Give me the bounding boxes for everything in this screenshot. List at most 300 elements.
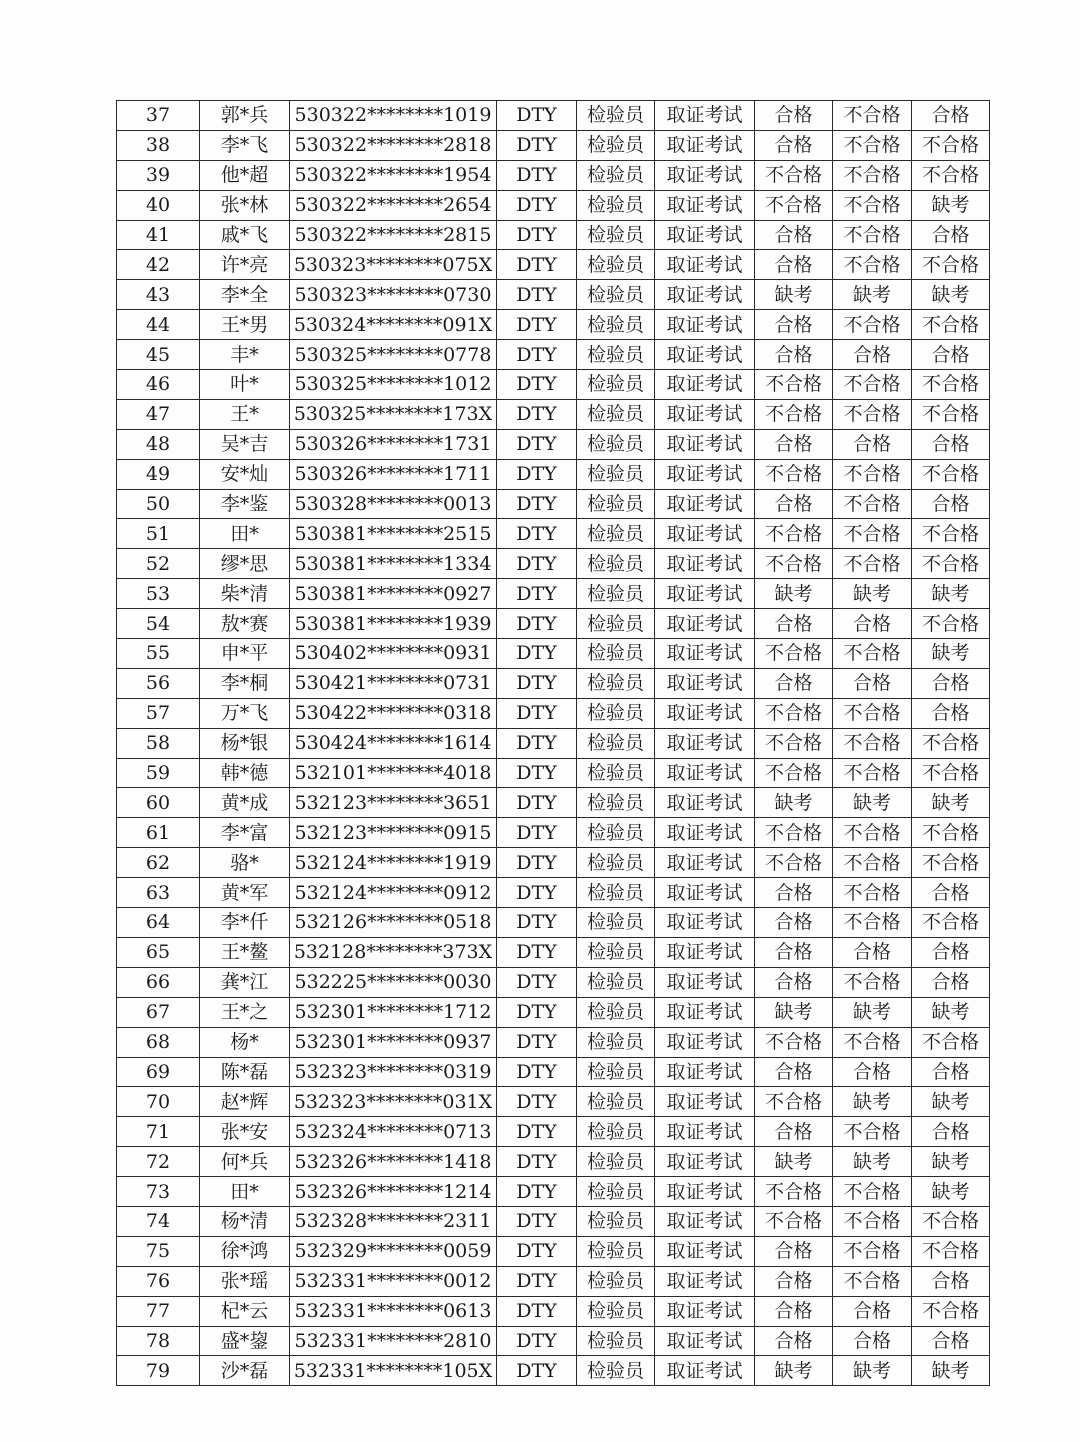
cell-name: 龚*江 xyxy=(200,967,290,997)
cell-exam-type: 取证考试 xyxy=(655,429,755,459)
cell-role: 检验员 xyxy=(577,848,655,878)
table-row xyxy=(117,429,990,459)
cell-category: DTY xyxy=(497,1147,577,1177)
table-row xyxy=(117,130,990,160)
cell-exam-type: 取证考试 xyxy=(655,101,755,131)
cell-result-3: 不合格 xyxy=(912,1236,990,1266)
cell-result-1: 合格 xyxy=(755,220,833,250)
cell-number: 76 xyxy=(117,1266,200,1296)
table-row xyxy=(117,668,990,698)
cell-name: 郭*兵 xyxy=(200,101,290,131)
cell-result-1: 合格 xyxy=(755,1296,833,1326)
cell-id-number: 532126********0518 xyxy=(290,908,497,938)
cell-result-1: 合格 xyxy=(755,101,833,131)
table-row xyxy=(117,848,990,878)
cell-exam-type: 取证考试 xyxy=(655,370,755,400)
cell-exam-type: 取证考试 xyxy=(655,130,755,160)
cell-result-1: 不合格 xyxy=(755,728,833,758)
cell-name: 陈*磊 xyxy=(200,1057,290,1087)
cell-id-number: 530381********1939 xyxy=(290,609,497,639)
cell-number: 47 xyxy=(117,399,200,429)
cell-exam-type: 取证考试 xyxy=(655,549,755,579)
cell-id-number: 532324********0713 xyxy=(290,1117,497,1147)
cell-result-2: 不合格 xyxy=(833,399,912,429)
cell-number: 55 xyxy=(117,639,200,669)
cell-id-number: 530325********1012 xyxy=(290,370,497,400)
cell-category: DTY xyxy=(497,1356,577,1386)
cell-result-1: 合格 xyxy=(755,908,833,938)
cell-role: 检验员 xyxy=(577,967,655,997)
table-row xyxy=(117,1027,990,1057)
cell-name: 韩*德 xyxy=(200,758,290,788)
cell-exam-type: 取证考试 xyxy=(655,1177,755,1207)
table-row xyxy=(117,220,990,250)
cell-exam-type: 取证考试 xyxy=(655,160,755,190)
cell-name: 王*鳌 xyxy=(200,937,290,967)
cell-result-2: 合格 xyxy=(833,429,912,459)
cell-id-number: 530328********0013 xyxy=(290,489,497,519)
cell-id-number: 530323********075X xyxy=(290,250,497,280)
cell-id-number: 532326********1418 xyxy=(290,1147,497,1177)
cell-result-3: 合格 xyxy=(912,1326,990,1356)
cell-role: 检验员 xyxy=(577,609,655,639)
table-row xyxy=(117,370,990,400)
cell-exam-type: 取证考试 xyxy=(655,1087,755,1117)
cell-id-number: 530381********0927 xyxy=(290,579,497,609)
cell-exam-type: 取证考试 xyxy=(655,1356,755,1386)
cell-result-1: 合格 xyxy=(755,967,833,997)
cell-role: 检验员 xyxy=(577,698,655,728)
cell-result-3: 合格 xyxy=(912,967,990,997)
cell-exam-type: 取证考试 xyxy=(655,668,755,698)
cell-result-3: 合格 xyxy=(912,101,990,131)
cell-id-number: 532123********3651 xyxy=(290,788,497,818)
cell-result-1: 合格 xyxy=(755,878,833,908)
cell-result-1: 缺考 xyxy=(755,1356,833,1386)
cell-id-number: 532123********0915 xyxy=(290,818,497,848)
cell-category: DTY xyxy=(497,698,577,728)
cell-result-2: 不合格 xyxy=(833,698,912,728)
results-table-body xyxy=(117,101,990,1386)
cell-role: 检验员 xyxy=(577,908,655,938)
table-row xyxy=(117,399,990,429)
cell-role: 检验员 xyxy=(577,639,655,669)
table-row xyxy=(117,878,990,908)
cell-id-number: 530326********1731 xyxy=(290,429,497,459)
cell-category: DTY xyxy=(497,1296,577,1326)
cell-result-3: 不合格 xyxy=(912,609,990,639)
cell-number: 43 xyxy=(117,280,200,310)
cell-number: 75 xyxy=(117,1236,200,1266)
cell-number: 53 xyxy=(117,579,200,609)
cell-result-2: 不合格 xyxy=(833,190,912,220)
cell-name: 李*飞 xyxy=(200,130,290,160)
table-row xyxy=(117,310,990,340)
cell-role: 检验员 xyxy=(577,1147,655,1177)
table-row xyxy=(117,160,990,190)
cell-result-1: 合格 xyxy=(755,250,833,280)
cell-result-1: 合格 xyxy=(755,1326,833,1356)
cell-result-2: 不合格 xyxy=(833,967,912,997)
cell-number: 38 xyxy=(117,130,200,160)
cell-role: 检验员 xyxy=(577,1326,655,1356)
cell-id-number: 530322********2815 xyxy=(290,220,497,250)
cell-result-2: 合格 xyxy=(833,1326,912,1356)
cell-role: 检验员 xyxy=(577,1296,655,1326)
cell-result-1: 缺考 xyxy=(755,788,833,818)
cell-result-2: 不合格 xyxy=(833,848,912,878)
table-row xyxy=(117,1326,990,1356)
cell-role: 检验员 xyxy=(577,370,655,400)
cell-number: 39 xyxy=(117,160,200,190)
cell-result-2: 不合格 xyxy=(833,519,912,549)
cell-result-3: 缺考 xyxy=(912,997,990,1027)
cell-result-3: 不合格 xyxy=(912,1206,990,1236)
cell-number: 54 xyxy=(117,609,200,639)
cell-number: 56 xyxy=(117,668,200,698)
table-row xyxy=(117,609,990,639)
cell-name: 李*桐 xyxy=(200,668,290,698)
cell-result-2: 不合格 xyxy=(833,549,912,579)
cell-result-3: 缺考 xyxy=(912,639,990,669)
cell-number: 48 xyxy=(117,429,200,459)
cell-name: 敖*赛 xyxy=(200,609,290,639)
cell-name: 李*富 xyxy=(200,818,290,848)
cell-category: DTY xyxy=(497,489,577,519)
cell-category: DTY xyxy=(497,818,577,848)
cell-result-3: 不合格 xyxy=(912,399,990,429)
cell-category: DTY xyxy=(497,519,577,549)
cell-id-number: 530421********0731 xyxy=(290,668,497,698)
cell-result-2: 缺考 xyxy=(833,1087,912,1117)
table-row xyxy=(117,1206,990,1236)
cell-role: 检验员 xyxy=(577,489,655,519)
cell-result-2: 缺考 xyxy=(833,1356,912,1386)
cell-result-1: 合格 xyxy=(755,130,833,160)
cell-result-2: 不合格 xyxy=(833,818,912,848)
cell-id-number: 530324********091X xyxy=(290,310,497,340)
cell-result-1: 合格 xyxy=(755,937,833,967)
cell-result-1: 合格 xyxy=(755,340,833,370)
cell-role: 检验员 xyxy=(577,579,655,609)
cell-result-3: 合格 xyxy=(912,668,990,698)
table-row xyxy=(117,758,990,788)
cell-name: 赵*辉 xyxy=(200,1087,290,1117)
cell-result-2: 不合格 xyxy=(833,1117,912,1147)
cell-exam-type: 取证考试 xyxy=(655,1326,755,1356)
cell-id-number: 530424********1614 xyxy=(290,728,497,758)
cell-name: 万*飞 xyxy=(200,698,290,728)
cell-category: DTY xyxy=(497,878,577,908)
cell-name: 王*男 xyxy=(200,310,290,340)
cell-name: 王* xyxy=(200,399,290,429)
cell-result-3: 合格 xyxy=(912,489,990,519)
cell-id-number: 532124********1919 xyxy=(290,848,497,878)
cell-exam-type: 取证考试 xyxy=(655,698,755,728)
cell-exam-type: 取证考试 xyxy=(655,1027,755,1057)
cell-name: 李*全 xyxy=(200,280,290,310)
cell-result-2: 不合格 xyxy=(833,1266,912,1296)
cell-role: 检验员 xyxy=(577,937,655,967)
cell-number: 62 xyxy=(117,848,200,878)
cell-result-1: 不合格 xyxy=(755,549,833,579)
cell-result-1: 合格 xyxy=(755,609,833,639)
cell-role: 检验员 xyxy=(577,668,655,698)
cell-exam-type: 取证考试 xyxy=(655,908,755,938)
cell-result-3: 合格 xyxy=(912,1266,990,1296)
cell-exam-type: 取证考试 xyxy=(655,519,755,549)
cell-exam-type: 取证考试 xyxy=(655,639,755,669)
cell-result-3: 不合格 xyxy=(912,908,990,938)
cell-result-1: 不合格 xyxy=(755,160,833,190)
cell-result-2: 缺考 xyxy=(833,579,912,609)
table-row xyxy=(117,1356,990,1386)
cell-name: 杨* xyxy=(200,1027,290,1057)
table-row xyxy=(117,788,990,818)
cell-category: DTY xyxy=(497,758,577,788)
cell-exam-type: 取证考试 xyxy=(655,997,755,1027)
cell-category: DTY xyxy=(497,937,577,967)
cell-exam-type: 取证考试 xyxy=(655,728,755,758)
cell-number: 42 xyxy=(117,250,200,280)
table-row xyxy=(117,997,990,1027)
cell-result-3: 缺考 xyxy=(912,1177,990,1207)
cell-result-3: 合格 xyxy=(912,937,990,967)
cell-category: DTY xyxy=(497,1087,577,1117)
cell-result-1: 不合格 xyxy=(755,698,833,728)
cell-number: 40 xyxy=(117,190,200,220)
table-row xyxy=(117,250,990,280)
cell-category: DTY xyxy=(497,579,577,609)
cell-result-3: 缺考 xyxy=(912,579,990,609)
cell-number: 78 xyxy=(117,1326,200,1356)
table-row xyxy=(117,459,990,489)
cell-result-1: 不合格 xyxy=(755,639,833,669)
table-row xyxy=(117,937,990,967)
cell-result-2: 不合格 xyxy=(833,758,912,788)
cell-id-number: 532128********373X xyxy=(290,937,497,967)
cell-result-3: 不合格 xyxy=(912,459,990,489)
cell-id-number: 530402********0931 xyxy=(290,639,497,669)
cell-exam-type: 取证考试 xyxy=(655,280,755,310)
cell-category: DTY xyxy=(497,310,577,340)
cell-result-2: 不合格 xyxy=(833,639,912,669)
cell-result-1: 不合格 xyxy=(755,399,833,429)
cell-name: 李*仟 xyxy=(200,908,290,938)
cell-result-3: 缺考 xyxy=(912,1087,990,1117)
cell-exam-type: 取证考试 xyxy=(655,1266,755,1296)
cell-result-2: 缺考 xyxy=(833,1147,912,1177)
cell-number: 63 xyxy=(117,878,200,908)
cell-role: 检验员 xyxy=(577,310,655,340)
cell-result-3: 不合格 xyxy=(912,370,990,400)
cell-role: 检验员 xyxy=(577,280,655,310)
cell-role: 检验员 xyxy=(577,101,655,131)
cell-exam-type: 取证考试 xyxy=(655,1296,755,1326)
cell-id-number: 532331********0012 xyxy=(290,1266,497,1296)
cell-result-1: 合格 xyxy=(755,1057,833,1087)
cell-name: 田* xyxy=(200,1177,290,1207)
cell-exam-type: 取证考试 xyxy=(655,250,755,280)
cell-number: 65 xyxy=(117,937,200,967)
cell-result-3: 合格 xyxy=(912,878,990,908)
cell-number: 68 xyxy=(117,1027,200,1057)
cell-category: DTY xyxy=(497,668,577,698)
cell-exam-type: 取证考试 xyxy=(655,1117,755,1147)
cell-exam-type: 取证考试 xyxy=(655,818,755,848)
table-row xyxy=(117,1117,990,1147)
cell-name: 沙*磊 xyxy=(200,1356,290,1386)
cell-exam-type: 取证考试 xyxy=(655,1057,755,1087)
cell-exam-type: 取证考试 xyxy=(655,1206,755,1236)
cell-result-2: 合格 xyxy=(833,937,912,967)
cell-result-3: 不合格 xyxy=(912,1296,990,1326)
cell-result-3: 合格 xyxy=(912,698,990,728)
cell-exam-type: 取证考试 xyxy=(655,579,755,609)
cell-name: 盛*鋆 xyxy=(200,1326,290,1356)
cell-exam-type: 取证考试 xyxy=(655,310,755,340)
cell-category: DTY xyxy=(497,728,577,758)
cell-exam-type: 取证考试 xyxy=(655,220,755,250)
cell-result-2: 不合格 xyxy=(833,878,912,908)
cell-role: 检验员 xyxy=(577,429,655,459)
cell-id-number: 532329********0059 xyxy=(290,1236,497,1266)
cell-name: 张*安 xyxy=(200,1117,290,1147)
cell-number: 49 xyxy=(117,459,200,489)
cell-result-2: 不合格 xyxy=(833,101,912,131)
cell-id-number: 532124********0912 xyxy=(290,878,497,908)
cell-result-1: 合格 xyxy=(755,1236,833,1266)
table-row xyxy=(117,698,990,728)
cell-result-1: 合格 xyxy=(755,310,833,340)
cell-id-number: 530326********1711 xyxy=(290,459,497,489)
cell-name: 骆* xyxy=(200,848,290,878)
cell-category: DTY xyxy=(497,1117,577,1147)
cell-id-number: 530322********2818 xyxy=(290,130,497,160)
cell-result-1: 不合格 xyxy=(755,1206,833,1236)
table-row xyxy=(117,728,990,758)
cell-result-3: 缺考 xyxy=(912,1356,990,1386)
cell-result-3: 合格 xyxy=(912,1117,990,1147)
cell-role: 检验员 xyxy=(577,1206,655,1236)
table-row xyxy=(117,908,990,938)
cell-name: 杨*清 xyxy=(200,1206,290,1236)
cell-result-3: 不合格 xyxy=(912,519,990,549)
cell-number: 66 xyxy=(117,967,200,997)
cell-name: 何*兵 xyxy=(200,1147,290,1177)
cell-name: 张*林 xyxy=(200,190,290,220)
cell-role: 检验员 xyxy=(577,190,655,220)
cell-role: 检验员 xyxy=(577,728,655,758)
cell-id-number: 532331********0613 xyxy=(290,1296,497,1326)
cell-id-number: 530381********1334 xyxy=(290,549,497,579)
cell-result-3: 不合格 xyxy=(912,728,990,758)
cell-category: DTY xyxy=(497,1177,577,1207)
cell-id-number: 532101********4018 xyxy=(290,758,497,788)
table-row xyxy=(117,489,990,519)
cell-number: 37 xyxy=(117,101,200,131)
cell-name: 安*灿 xyxy=(200,459,290,489)
cell-role: 检验员 xyxy=(577,1087,655,1117)
cell-result-1: 合格 xyxy=(755,1266,833,1296)
cell-category: DTY xyxy=(497,1236,577,1266)
cell-result-2: 不合格 xyxy=(833,130,912,160)
cell-category: DTY xyxy=(497,848,577,878)
cell-id-number: 530325********173X xyxy=(290,399,497,429)
cell-result-3: 不合格 xyxy=(912,310,990,340)
cell-role: 检验员 xyxy=(577,1057,655,1087)
cell-number: 69 xyxy=(117,1057,200,1087)
cell-name: 张*瑶 xyxy=(200,1266,290,1296)
cell-name: 杞*云 xyxy=(200,1296,290,1326)
cell-result-1: 不合格 xyxy=(755,1027,833,1057)
cell-role: 检验员 xyxy=(577,1236,655,1266)
cell-number: 58 xyxy=(117,728,200,758)
cell-role: 检验员 xyxy=(577,997,655,1027)
cell-number: 50 xyxy=(117,489,200,519)
cell-exam-type: 取证考试 xyxy=(655,967,755,997)
cell-result-3: 不合格 xyxy=(912,250,990,280)
table-row xyxy=(117,1236,990,1266)
cell-result-1: 不合格 xyxy=(755,1087,833,1117)
cell-role: 检验员 xyxy=(577,1356,655,1386)
table-row xyxy=(117,1266,990,1296)
cell-exam-type: 取证考试 xyxy=(655,937,755,967)
cell-category: DTY xyxy=(497,340,577,370)
cell-role: 检验员 xyxy=(577,1266,655,1296)
table-row xyxy=(117,340,990,370)
cell-id-number: 532225********0030 xyxy=(290,967,497,997)
cell-number: 77 xyxy=(117,1296,200,1326)
cell-category: DTY xyxy=(497,280,577,310)
cell-result-2: 不合格 xyxy=(833,250,912,280)
cell-result-3: 不合格 xyxy=(912,848,990,878)
cell-result-2: 合格 xyxy=(833,1057,912,1087)
cell-result-1: 不合格 xyxy=(755,459,833,489)
cell-role: 检验员 xyxy=(577,340,655,370)
cell-category: DTY xyxy=(497,997,577,1027)
cell-id-number: 532323********0319 xyxy=(290,1057,497,1087)
cell-id-number: 532328********2311 xyxy=(290,1206,497,1236)
cell-result-3: 缺考 xyxy=(912,788,990,818)
cell-exam-type: 取证考试 xyxy=(655,758,755,788)
results-table xyxy=(116,100,990,1386)
cell-role: 检验员 xyxy=(577,160,655,190)
cell-exam-type: 取证考试 xyxy=(655,399,755,429)
cell-id-number: 530422********0318 xyxy=(290,698,497,728)
table-row xyxy=(117,579,990,609)
cell-exam-type: 取证考试 xyxy=(655,340,755,370)
cell-result-3: 缺考 xyxy=(912,190,990,220)
table-row xyxy=(117,280,990,310)
cell-result-2: 不合格 xyxy=(833,1027,912,1057)
table-row xyxy=(117,519,990,549)
cell-role: 检验员 xyxy=(577,399,655,429)
cell-result-1: 缺考 xyxy=(755,280,833,310)
cell-category: DTY xyxy=(497,370,577,400)
cell-number: 74 xyxy=(117,1206,200,1236)
cell-result-1: 合格 xyxy=(755,489,833,519)
cell-result-3: 合格 xyxy=(912,429,990,459)
cell-number: 41 xyxy=(117,220,200,250)
cell-category: DTY xyxy=(497,639,577,669)
cell-category: DTY xyxy=(497,399,577,429)
cell-exam-type: 取证考试 xyxy=(655,190,755,220)
cell-result-2: 合格 xyxy=(833,1296,912,1326)
cell-name: 他*超 xyxy=(200,160,290,190)
cell-result-2: 不合格 xyxy=(833,489,912,519)
cell-result-3: 不合格 xyxy=(912,818,990,848)
